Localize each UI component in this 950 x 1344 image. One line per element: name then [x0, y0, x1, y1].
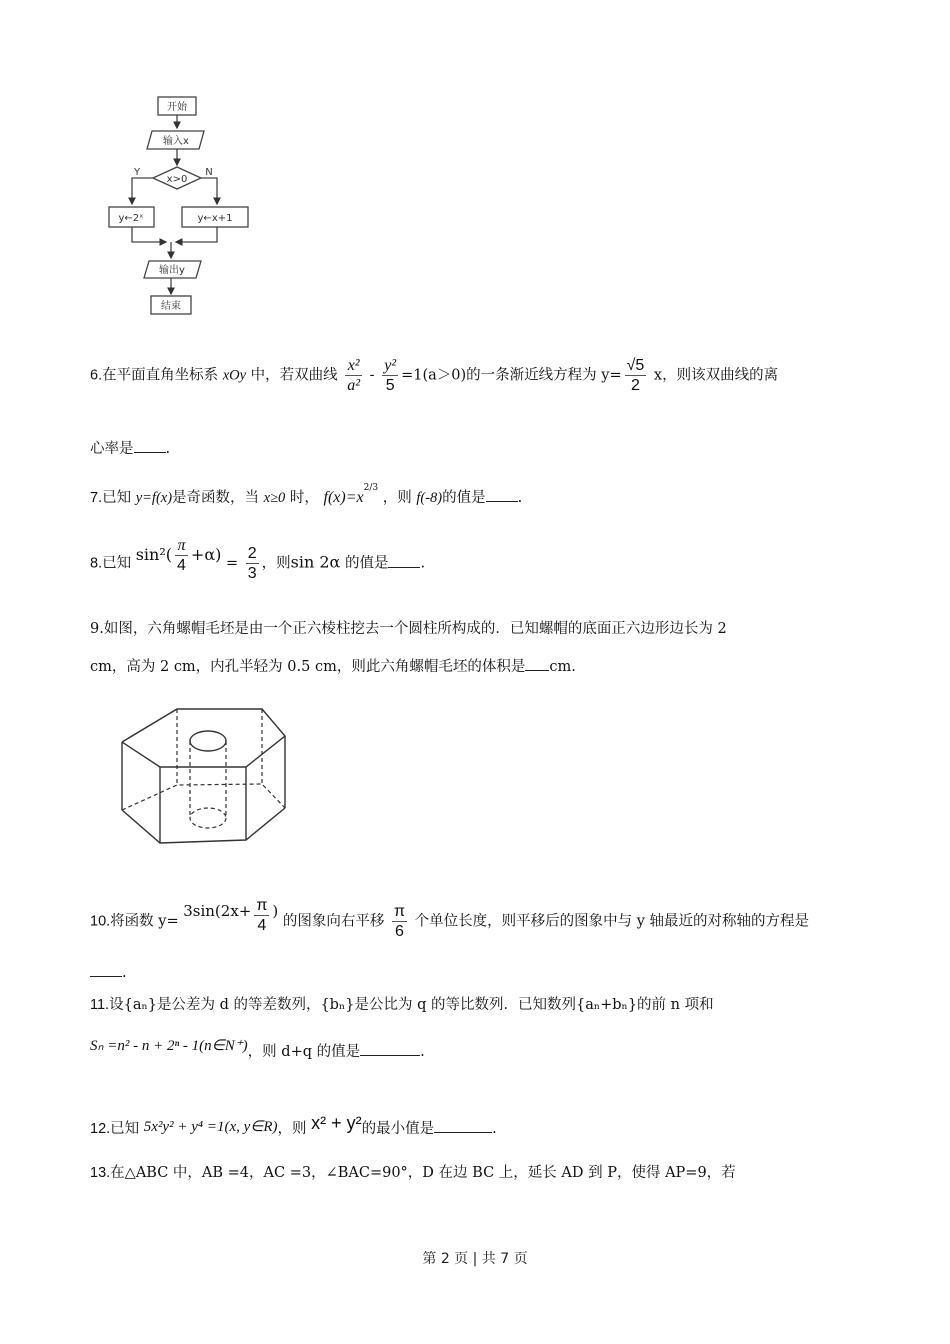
- flow-no-label: N: [205, 167, 213, 178]
- question-9: 9.如图，六角螺帽毛坯是由一个正六棱柱挖去一个圆柱所构成的．已知螺帽的底面正六边形边长为 2: [90, 621, 727, 637]
- flow-end: 结束: [161, 301, 181, 312]
- question-10: 10.将函数 y= 3sin(2x+ $\frac{\pi}{4}$ ) 的图象向右平移 $\frac{\pi}{6}$ 个单位长度，则平移后的图象中与 y 轴最近的对称轴的方程是: [90, 897, 810, 941]
- hexagonal-nut-figure: [110, 700, 310, 850]
- question-13: 13.在△ABC 中，AB =4，AC =3，∠BAC=90°，D 在边 BC 上，延长 AD 到 P，使得 AP=9，若: [90, 1165, 736, 1181]
- page-footer: 第 2 页 | 共 7 页: [422, 1251, 528, 1267]
- flow-yes-branch: y←2ˣ: [118, 213, 144, 224]
- answer-blank: [388, 566, 420, 568]
- flow-condition: x>0: [166, 174, 188, 185]
- flowchart-figure: [100, 90, 260, 320]
- question-9-line2: cm，高为 2 cm，内孔半轻为 0.5 cm，则此六角螺帽毛坯的体积是 cm.: [90, 659, 576, 675]
- answer-blank: [360, 1054, 420, 1056]
- question-7: 7.已知 y=f(x)是奇函数，当 x≥0 时， $f(x)=x^{2/3}$ ，则 f(-8)的值是 .: [90, 483, 523, 506]
- answer-blank: [486, 500, 518, 502]
- question-10-line2: .: [90, 966, 127, 981]
- answer-blank: [134, 451, 166, 453]
- question-11: 11.设{aₙ}是公差为 d 的等差数列，{bₙ}是公比为 q 的等比数列．已知数列{aₙ+bₙ}的前 n 项和: [90, 997, 714, 1013]
- answer-blank: [434, 1131, 492, 1133]
- question-6-line2: 心率是 .: [90, 441, 171, 457]
- flow-output: 输出y: [159, 265, 185, 276]
- question-12: 12.已知 5x²y² + y⁴ =1(x, y∈R)，则 x² + y²的最小值是 .: [90, 1113, 497, 1137]
- flow-yes-label: Y: [133, 167, 141, 178]
- question-6: 6.在平面直角坐标系 xOy 中，若双曲线 $\frac{\text{x²}}{\text{a²}}$ - $\frac{\text{y²}}{5}$ =1(a＞0)的一条渐近线方程为 y= $\frac{√5}{2}$ x，则该双曲线的离: [90, 357, 779, 395]
- question-11-line2: Sₙ =n² - n + 2ⁿ - 1(n∈N⁺)，则 d+q 的值是 .: [90, 1038, 425, 1060]
- flow-no-branch: y←x+1: [197, 213, 233, 224]
- answer-blank: [525, 669, 549, 671]
- flow-start: 开始: [167, 102, 187, 113]
- question-8: 8.已知 sin²( $\frac{\pi}{4}$ +α) = $\frac{2}{3}$ ，则sin 2α 的值是 .: [90, 537, 426, 583]
- answer-blank: [90, 975, 122, 977]
- flow-input: 输入x: [163, 136, 189, 147]
